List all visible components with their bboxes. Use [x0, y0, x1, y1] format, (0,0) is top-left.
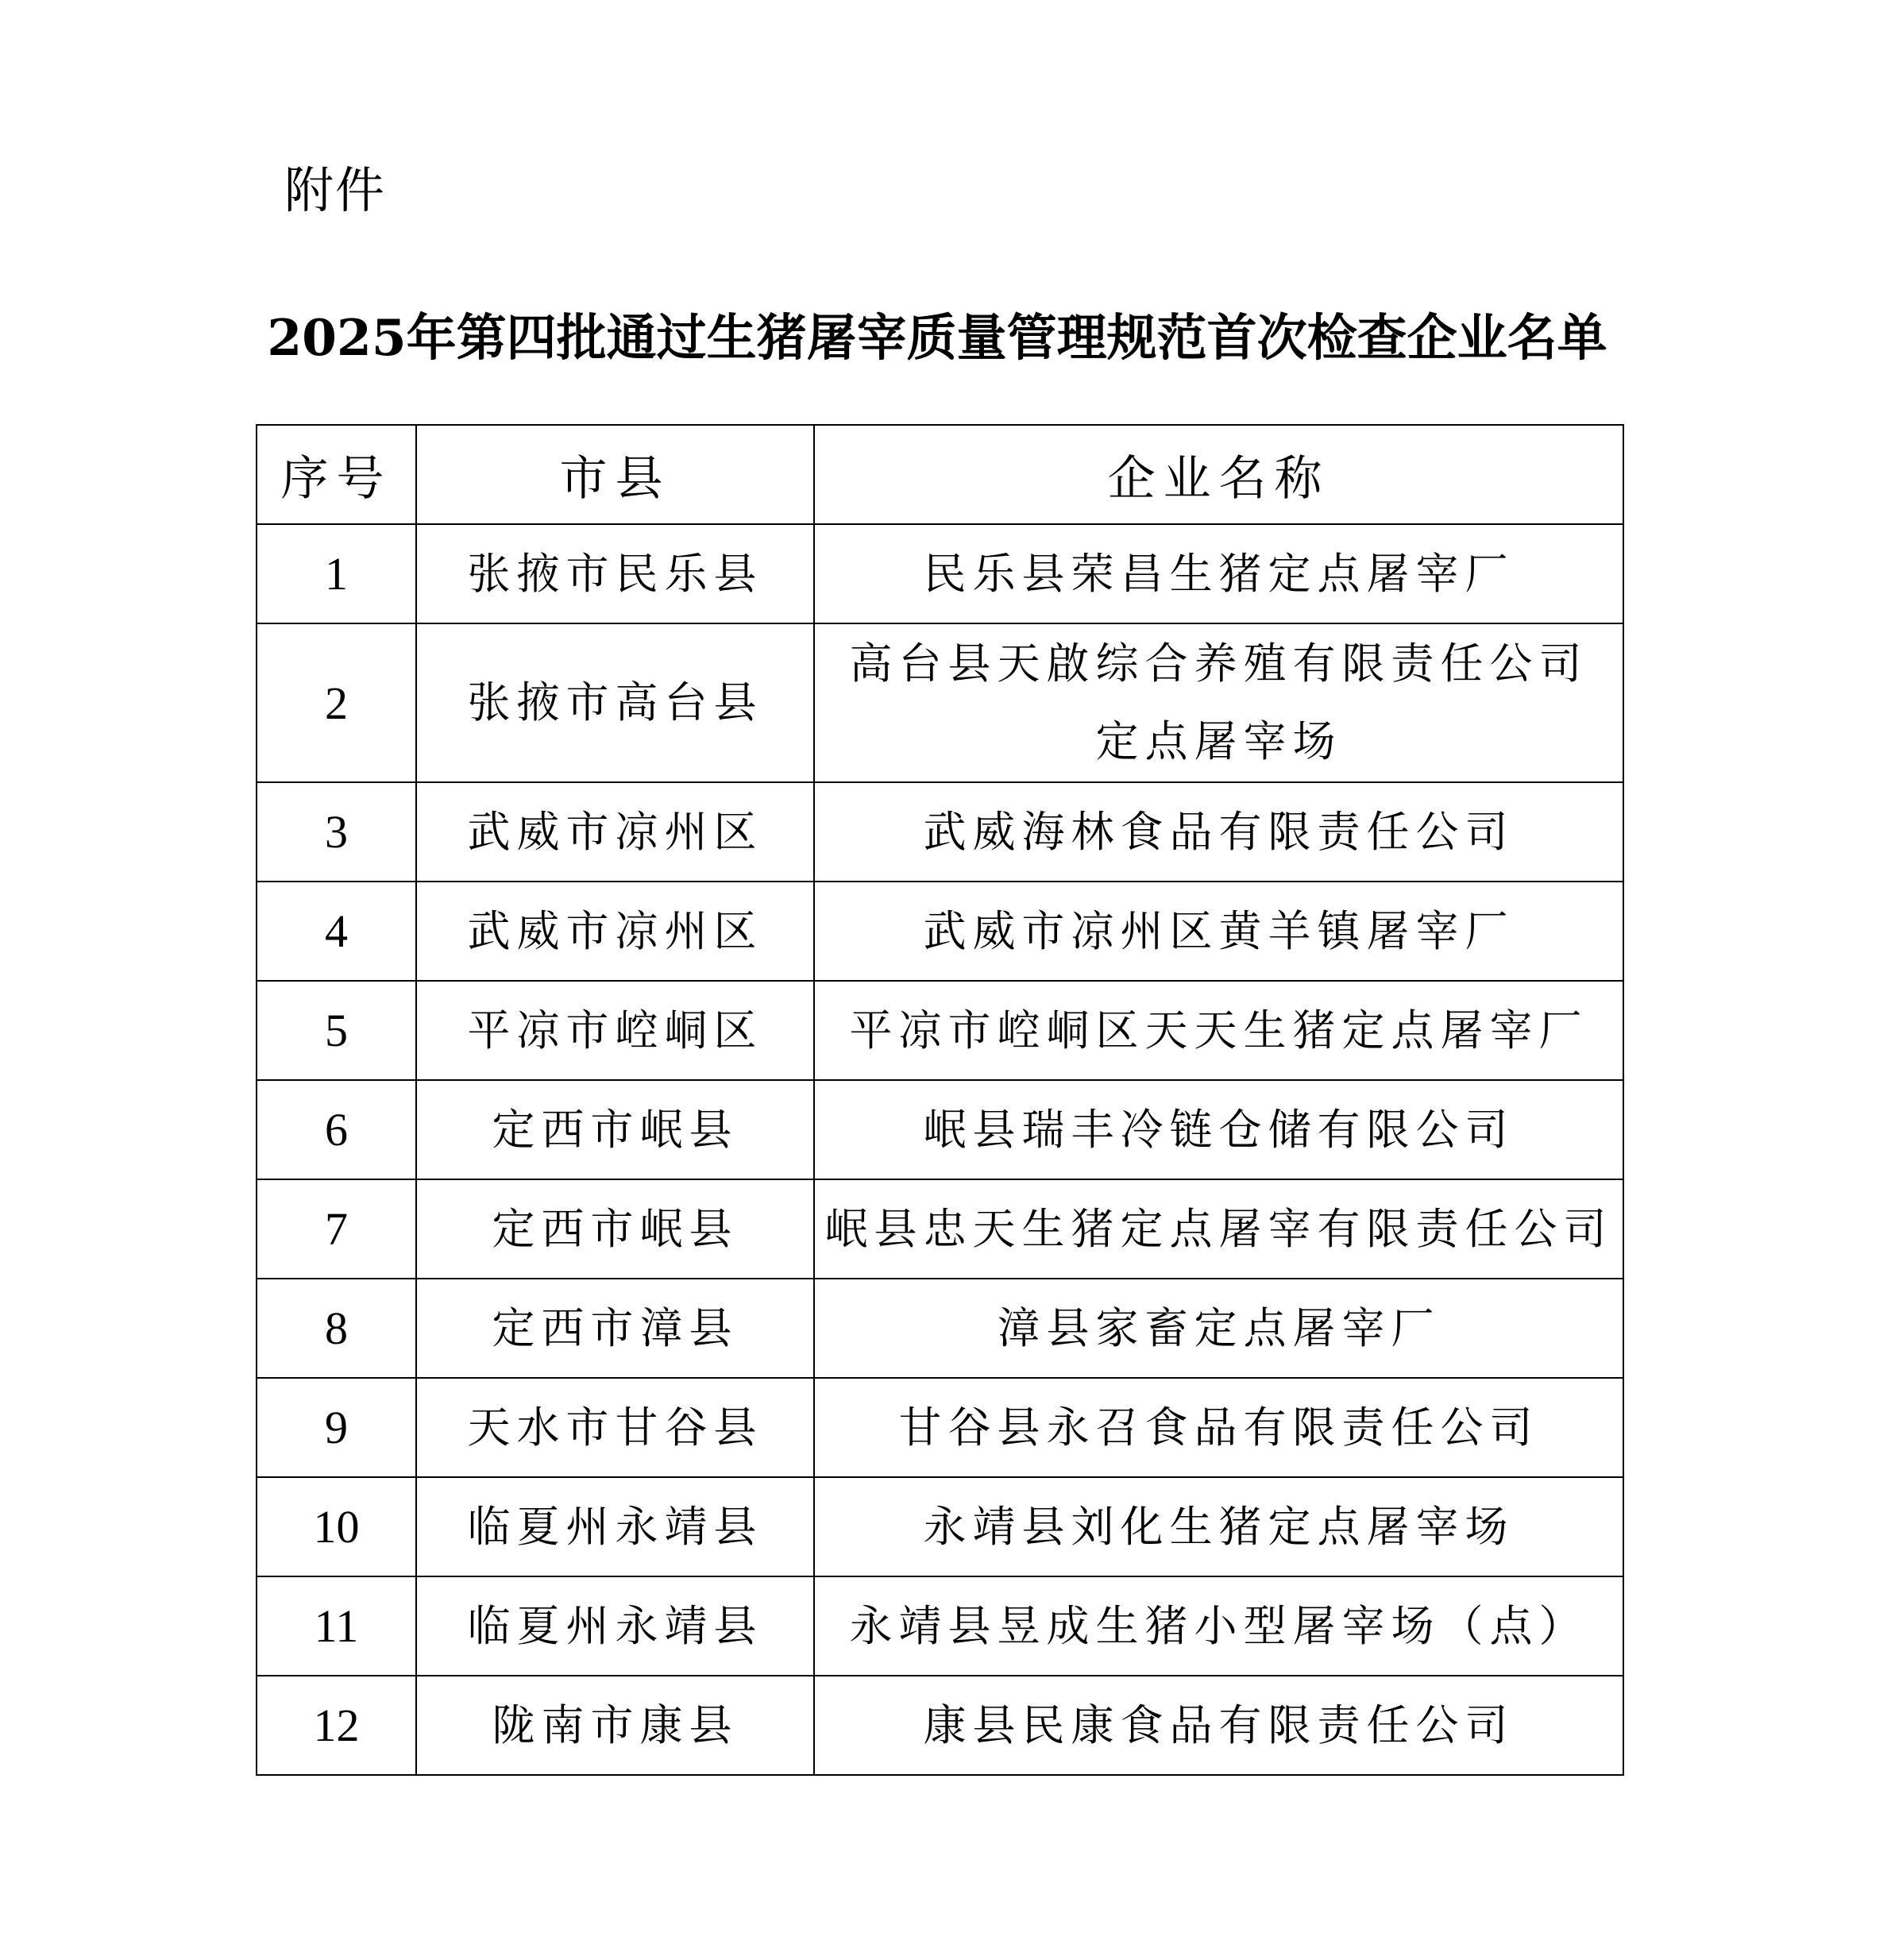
serial-number-cell: 11 — [257, 1576, 416, 1676]
table-header-row — [257, 425, 1623, 524]
region-cell: 临夏州永靖县 — [416, 1576, 814, 1676]
company-cell — [814, 1080, 1623, 1179]
table-row — [257, 782, 1623, 882]
company-cell — [814, 1378, 1623, 1477]
header-company-name: 企业名称 — [814, 425, 1623, 524]
company-name-line: 武威市凉州区黄羊镇屠宰厂 — [923, 905, 1515, 956]
table-row — [257, 1676, 1623, 1775]
attachment-label: 附件 — [284, 161, 387, 219]
serial-number-cell: 4 — [257, 882, 416, 981]
header-serial-number: 序号 — [257, 425, 416, 524]
serial-number-cell: 3 — [257, 782, 416, 882]
company-name-line: 岷县忠天生猪定点屠宰有限责任公司 — [824, 1203, 1613, 1254]
company-cell — [814, 1676, 1623, 1775]
company-name-line: 高台县天啟综合养殖有限责任公司 — [849, 639, 1588, 689]
company-cell — [814, 524, 1623, 623]
company-name-line: 康县民康食品有限责任公司 — [923, 1700, 1515, 1750]
table-row — [257, 882, 1623, 981]
region-cell: 武威市凉州区 — [416, 782, 814, 882]
table-row — [257, 981, 1623, 1080]
company-cell — [814, 1279, 1623, 1378]
company-name-line: 民乐县荣昌生猪定点屠宰厂 — [923, 548, 1515, 599]
table-row — [257, 524, 1623, 623]
region-cell: 定西市岷县 — [416, 1179, 814, 1279]
serial-number-cell: 2 — [257, 623, 416, 782]
company-cell — [814, 623, 1623, 782]
region-cell: 张掖市高台县 — [416, 623, 814, 782]
company-name-line: 漳县家畜定点屠宰厂 — [997, 1302, 1441, 1353]
company-name-line: 永靖县刘化生猪定点屠宰场 — [923, 1501, 1515, 1552]
serial-number-cell: 8 — [257, 1279, 416, 1378]
company-cell — [814, 1576, 1623, 1676]
serial-number-cell: 1 — [257, 524, 416, 623]
table-row — [257, 1080, 1623, 1179]
company-name-line: 岷县瑞丰冷链仓储有限公司 — [923, 1104, 1515, 1155]
region-cell: 临夏州永靖县 — [416, 1477, 814, 1576]
region-cell: 平凉市崆峒区 — [416, 981, 814, 1080]
region-cell: 陇南市康县 — [416, 1676, 814, 1775]
serial-number-cell: 7 — [257, 1179, 416, 1279]
region-cell: 张掖市民乐县 — [416, 524, 814, 623]
region-cell: 定西市岷县 — [416, 1080, 814, 1179]
header-region: 市县 — [416, 425, 814, 524]
company-name-line: 武威海林食品有限责任公司 — [923, 806, 1515, 857]
region-cell: 武威市凉州区 — [416, 882, 814, 981]
serial-number-cell: 6 — [257, 1080, 416, 1179]
serial-number-cell: 10 — [257, 1477, 416, 1576]
table-row — [257, 623, 1623, 782]
table-row — [257, 1477, 1623, 1576]
company-cell — [814, 1477, 1623, 1576]
table-row — [257, 1279, 1623, 1378]
table-row — [257, 1378, 1623, 1477]
table-row — [257, 1576, 1623, 1676]
table-row — [257, 1179, 1623, 1279]
company-name-line: 平凉市崆峒区天天生猪定点屠宰厂 — [849, 1005, 1588, 1055]
company-name-line: 甘谷县永召食品有限责任公司 — [898, 1402, 1539, 1453]
region-cell: 天水市甘谷县 — [416, 1378, 814, 1477]
company-cell — [814, 1179, 1623, 1279]
company-cell — [814, 981, 1623, 1080]
document-title: 2025年第四批通过生猪屠宰质量管理规范首次检查企业名单 — [267, 308, 1607, 367]
company-name-line: 永靖县昱成生猪小型屠宰场（点） — [849, 1600, 1588, 1651]
enterprise-table — [256, 424, 1624, 1776]
serial-number-cell: 9 — [257, 1378, 416, 1477]
company-name-line: 定点屠宰场 — [1095, 716, 1342, 766]
company-cell — [814, 782, 1623, 882]
serial-number-cell: 12 — [257, 1676, 416, 1775]
company-cell — [814, 882, 1623, 981]
region-cell: 定西市漳县 — [416, 1279, 814, 1378]
serial-number-cell: 5 — [257, 981, 416, 1080]
